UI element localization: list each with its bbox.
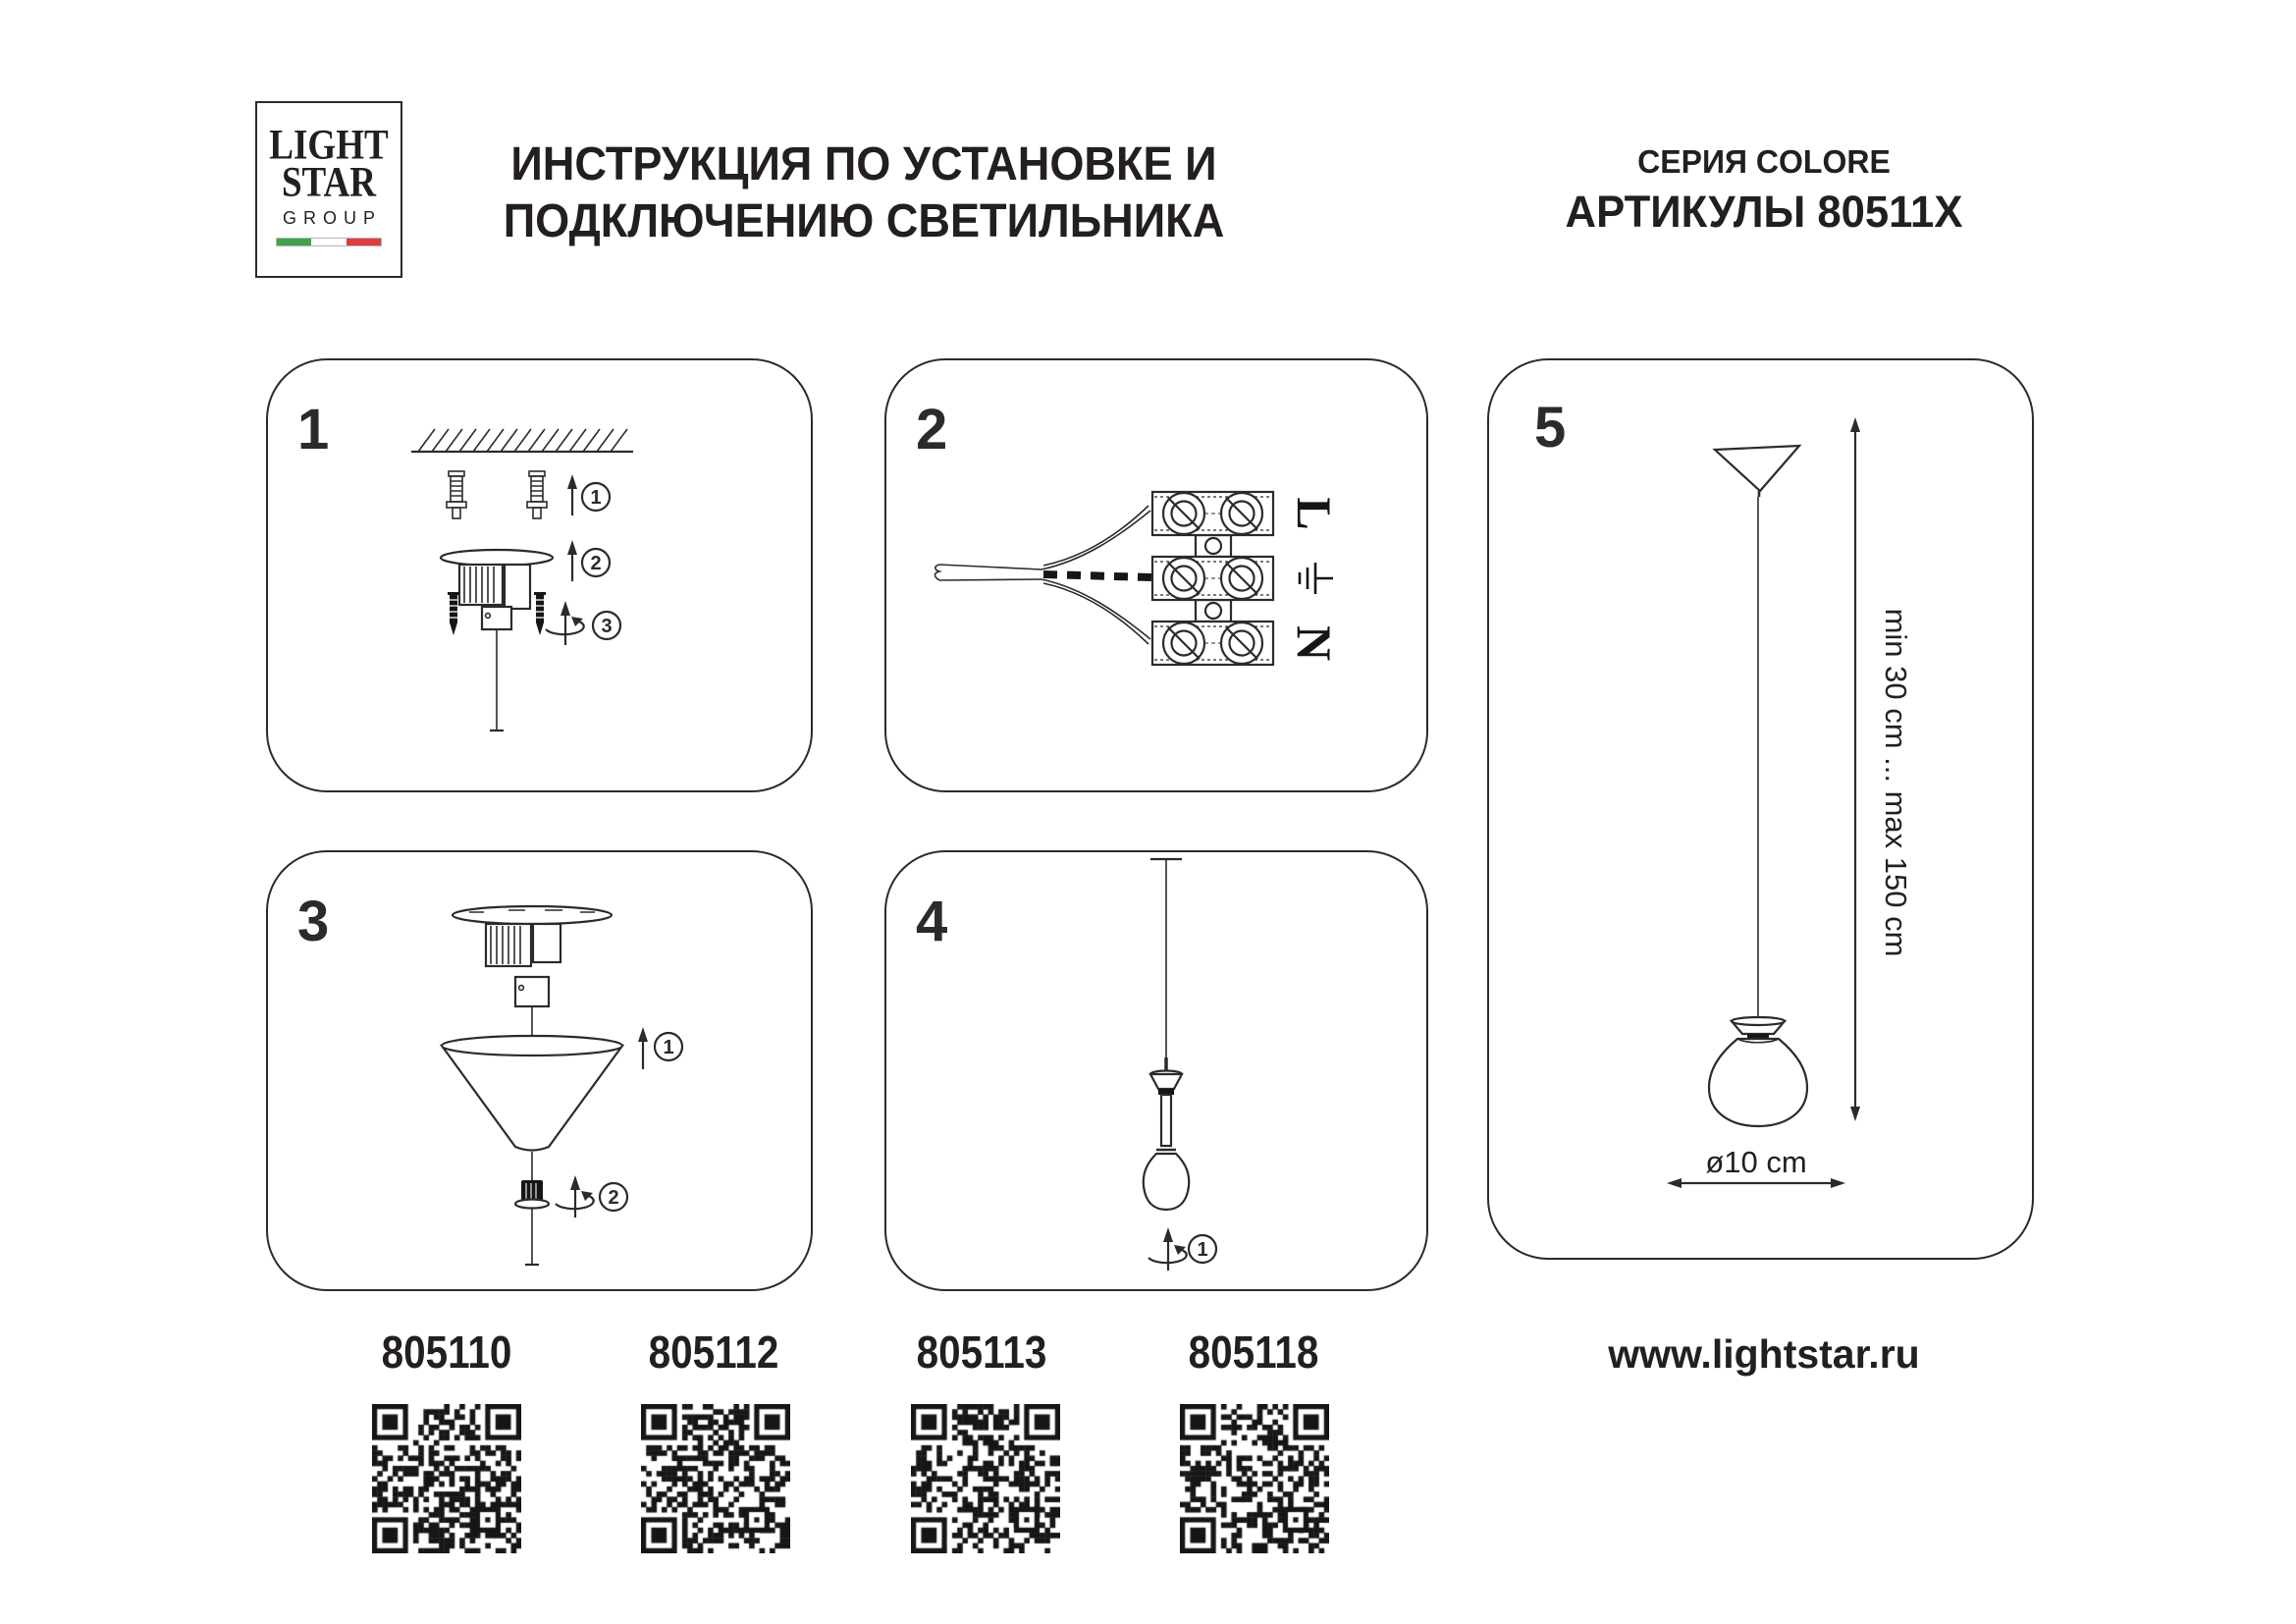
- wire-live: [1041, 506, 1150, 569]
- panel-4-number: 4: [916, 890, 948, 953]
- panel-3-drawing: [268, 852, 811, 1289]
- panel-step-1: [266, 358, 813, 792]
- panel-step-4: [884, 850, 1428, 1291]
- step-2-number: 2: [608, 1187, 619, 1209]
- wall-plug-icon: [447, 471, 466, 518]
- article-code: 805113: [916, 1326, 1047, 1378]
- canopy-mount-drawing: [453, 906, 612, 1037]
- glass-diffuser-drawing: [1144, 1150, 1189, 1210]
- page-title: [457, 136, 1269, 249]
- step-1-number: 1: [663, 1037, 674, 1058]
- wire-earth: [1043, 574, 1151, 577]
- wire-neutral: [1041, 579, 1150, 644]
- panel-step-3: [266, 850, 813, 1291]
- canopy-mount-drawing: [441, 550, 553, 731]
- height-range-label: min 30 cm ... max 150 cm: [1879, 608, 1913, 957]
- logo-word-light: LIGHT: [269, 121, 389, 169]
- panel-1-drawing: [268, 360, 811, 790]
- step-3-number: 3: [601, 616, 613, 637]
- page-title-line2: ПОДКЛЮЧЕНИЮ СВЕТИЛЬНИКА: [503, 194, 1225, 247]
- mains-cable: [934, 565, 1041, 580]
- series-header: [1535, 143, 1993, 238]
- flag-red: [347, 239, 381, 245]
- cone-shade-drawing: [442, 1036, 622, 1151]
- diameter-dimension-arrow: [1667, 1178, 1845, 1188]
- logo-word-star: STAR: [281, 158, 377, 206]
- screw-icon: [448, 592, 459, 635]
- step-1-number: 1: [590, 487, 602, 509]
- website-link[interactable]: www.lightstar.ru: [1608, 1331, 1920, 1377]
- neutral-label: N: [1287, 624, 1342, 662]
- panel-5-drawing: [1489, 360, 2032, 1258]
- panel-3-number: 3: [297, 890, 330, 953]
- ceiling-hatch: [411, 429, 633, 452]
- panel-2-number: 2: [916, 398, 948, 461]
- height-dimension-arrow: [1850, 417, 1860, 1121]
- live-label: L: [1287, 497, 1342, 530]
- pendant-cord-drawing: [1150, 859, 1182, 1146]
- flag-green: [277, 239, 311, 245]
- flag-white: [311, 239, 346, 245]
- panel-5-number: 5: [1534, 396, 1567, 460]
- earth-symbol-icon: [1300, 563, 1333, 594]
- logo-word-group: GROUP: [282, 208, 382, 229]
- qr-code: [1180, 1404, 1329, 1553]
- lightstar-logo: [255, 101, 402, 278]
- qr-code: [641, 1404, 790, 1553]
- step-1-number: 1: [1197, 1239, 1208, 1261]
- step-1-rotate-icon: [1148, 1227, 1187, 1271]
- wall-plug-icon: [527, 471, 547, 518]
- italian-flag-stripe: [276, 238, 382, 246]
- cord-and-fastener: [515, 1152, 549, 1265]
- qr-code: [372, 1404, 521, 1553]
- step-3-rotate-icon: [546, 601, 584, 645]
- terminal-block: [1152, 492, 1273, 665]
- screw-icon: [534, 592, 546, 635]
- panel-dimensions: [1487, 358, 2034, 1260]
- diameter-label: ø10 cm: [1705, 1145, 1807, 1179]
- step-1-arrow-up-icon: [567, 474, 577, 515]
- article-code: 805118: [1188, 1326, 1319, 1378]
- panel-2-drawing: [886, 360, 1426, 790]
- panel-step-2: [884, 358, 1428, 792]
- panel-1-number: 1: [297, 398, 330, 461]
- qr-code: [911, 1404, 1060, 1553]
- page-title-line1: ИНСТРУКЦИЯ ПО УСТАНОВКЕ И: [510, 138, 1217, 190]
- series-label: СЕРИЯ COLORE: [1637, 143, 1891, 180]
- step-2-arrow-up-icon: [567, 540, 577, 581]
- articles-label: АРТИКУЛЫ 80511X: [1565, 187, 1963, 237]
- step-1-arrow-up-icon: [638, 1027, 648, 1069]
- article-code: 805110: [381, 1326, 512, 1378]
- step-2-rotate-icon: [556, 1175, 594, 1218]
- step-2-number: 2: [590, 553, 602, 574]
- panel-4-drawing: [886, 852, 1426, 1289]
- article-code: 805112: [648, 1326, 779, 1378]
- pendant-lamp-drawing: [1709, 446, 1807, 1126]
